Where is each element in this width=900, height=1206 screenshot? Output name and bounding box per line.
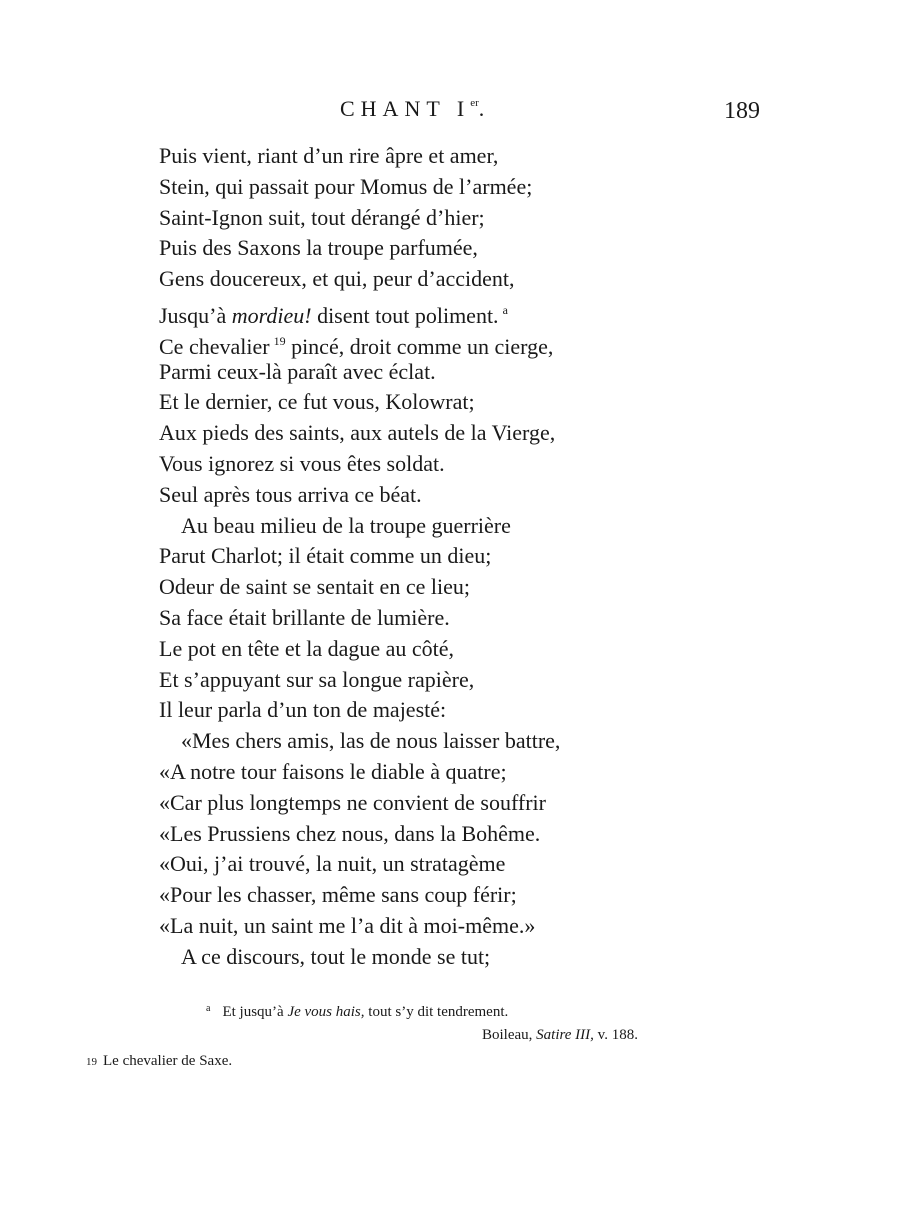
verse-line: Saint-Ignon suit, tout dérangé d’hier; (159, 204, 485, 230)
footnote-italic: Je vous hais, (287, 1004, 365, 1020)
footnote-source (482, 1027, 638, 1044)
verse-text: disent tout poliment. (311, 302, 499, 328)
footnote-text: Et jusqu’à (222, 1004, 288, 1020)
page-header (0, 96, 900, 130)
verse-line: Et s’appuyant sur sa longue rapière, (159, 666, 475, 692)
verse-line (159, 326, 719, 357)
verse-line: Parut Charlot; il était comme un dieu; (159, 543, 492, 569)
verse-line: Le pot en tête et la dague au côté, (159, 635, 455, 661)
verse-line: Seul après tous arriva ce béat. (159, 481, 422, 507)
running-title-period: . (478, 96, 491, 121)
verse-line: Il leur parla d’un ton de majesté: (159, 697, 447, 723)
verse-italic: mordieu! (231, 302, 312, 328)
footnote-text: tout s’y dit tendrement. (364, 1004, 509, 1020)
verse-line: Vous ignorez si vous êtes soldat. (159, 450, 445, 476)
poem-body (159, 141, 719, 973)
verse-line: Puis des Saxons la troupe parfumée, (159, 235, 478, 261)
footnote-text: Le chevalier de Saxe. (103, 1053, 233, 1069)
verse-line: Aux pieds des saints, aux autels de la Vierge, (159, 420, 556, 446)
footnote-mark: a (206, 1003, 211, 1014)
verse-line: «Mes chers amis, las de nous laisser battre, (181, 728, 561, 754)
footnote-a (206, 1003, 508, 1021)
source-verse: v. 188. (593, 1027, 638, 1043)
verse-line: «Pour les chasser, même sans coup férir; (159, 882, 517, 908)
verse-text: pincé, droit comme un cierge, (285, 333, 554, 359)
footnote-mark: 19 (86, 1056, 97, 1068)
verse-line: «Les Prussiens chez nous, dans la Bohême. (159, 820, 541, 846)
verse-line: Et le dernier, ce fut vous, Kolowrat; (159, 389, 475, 415)
verse-line: Odeur de saint se sentait en ce lieu; (159, 574, 470, 600)
verse-line: «Car plus longtemps ne convient de souffrir (159, 789, 546, 815)
footnote-ref-19[interactable]: 19 (273, 333, 286, 348)
running-title-text: CHANT I (340, 96, 471, 121)
verse-line: Stein, qui passait pour Momus de l’armée; (159, 173, 533, 199)
footnote-19 (86, 1053, 232, 1070)
page-number: 189 (724, 98, 760, 124)
verse-line: Parmi ceux-là paraît avec éclat. (159, 358, 436, 384)
running-title-superscript: er (470, 97, 479, 109)
source-author: Boileau, (482, 1027, 537, 1043)
source-work: Satire III, (536, 1027, 594, 1043)
verse-text: Jusqu’à (159, 302, 227, 328)
verse-line: Au beau milieu de la troupe guerrière (181, 512, 511, 538)
verse-line: Gens doucereux, et qui, peur d’accident, (159, 266, 515, 292)
verse-line: «A notre tour faisons le diable à quatre; (159, 758, 507, 784)
verse-line (159, 295, 719, 326)
verse-line: «La nuit, un saint me l’a dit à moi-même.» (159, 912, 536, 938)
verse-text: Ce chevalier (159, 333, 270, 359)
footnote-ref-a[interactable]: a (502, 302, 508, 317)
running-title (340, 96, 490, 122)
verse-line: Sa face était brillante de lumière. (159, 604, 450, 630)
verse-line: Puis vient, riant d’un rire âpre et amer, (159, 143, 499, 168)
verse-line: A ce discours, tout le monde se tut; (181, 943, 491, 969)
verse-line: «Oui, j’ai trouvé, la nuit, un stratagème (159, 851, 506, 877)
